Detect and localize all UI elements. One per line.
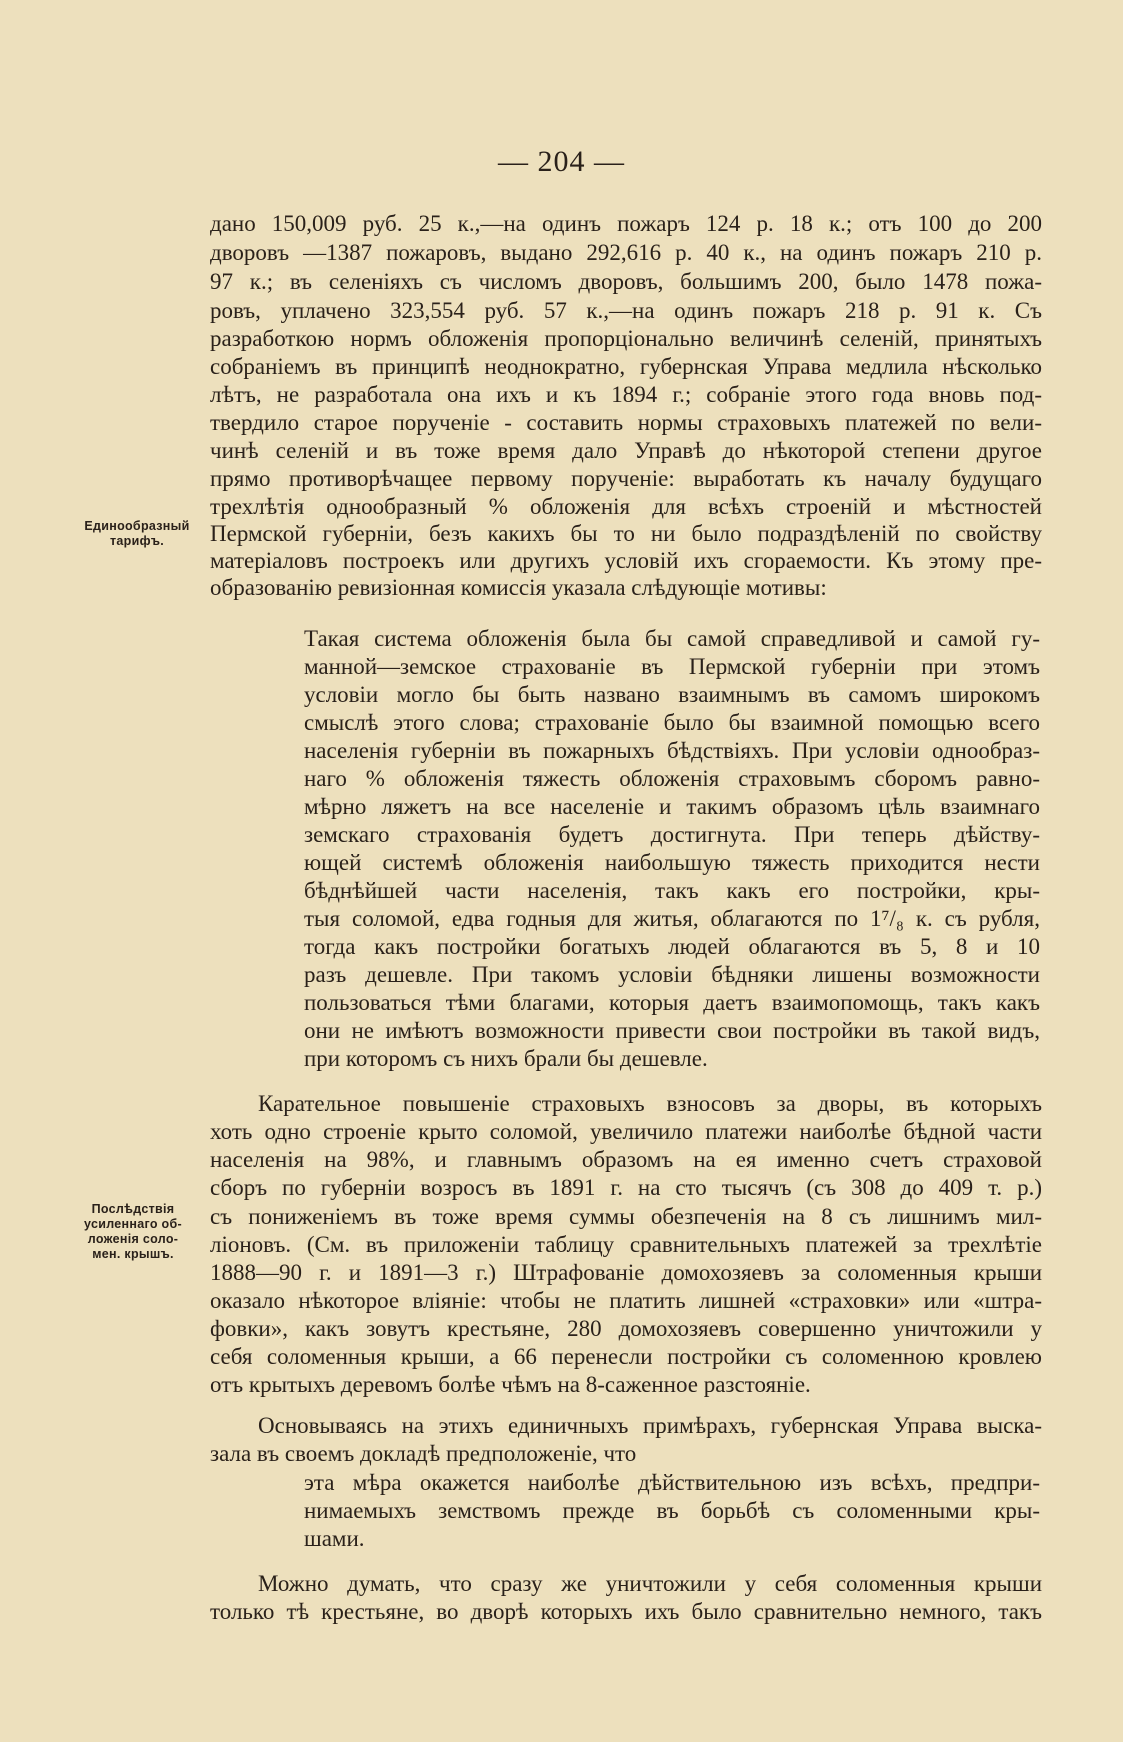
text-line: мѣрно ляжетъ на все населеніе и такимъ образомъ цѣль взаимнаго (304, 794, 1040, 819)
text-line: только тѣ крестьяне, во дворѣ которыхъ ихъ было сравнительно немного, такъ (210, 1599, 1042, 1624)
text-line: отъ крытыхъ деревомъ болѣе чѣмъ на 8-саженное разстояніе. (210, 1372, 811, 1397)
text-line: Такая система обложенія была бы самой справедливой и самой гу- (304, 626, 1040, 651)
text-line: разъ дешевле. При такомъ условіи бѣдняки лишены возможности (304, 962, 1040, 987)
text-line: образованію ревизіонная комиссія указала слѣдующіе мотивы: (210, 575, 827, 600)
text-line: населенія губерніи въ пожарныхъ бѣдствіяхъ. При условіи однообраз- (304, 738, 1040, 763)
text-line: ровъ, уплачено 323,554 руб. 57 к.,—на одинъ пожаръ 218 р. 91 к. Съ (210, 298, 1042, 323)
text-line: эта мѣра окажется наиболѣе дѣйствительною изъ всѣхъ, предпри- (304, 1470, 1040, 1495)
text-line: ющей системѣ обложенія наибольшую тяжесть приходится нести (304, 850, 1040, 875)
text-line: наго % обложенія тяжесть обложенія страховымъ сборомъ равно- (304, 766, 1040, 791)
text-line: манной—земское страхованіе въ Пермской губерніи при этомъ (304, 654, 1040, 679)
text-line: сборъ по губерніи возросъ въ 1891 г. на сто тысячъ (съ 308 до 409 т. р.) (210, 1175, 1042, 1200)
text-line: хоть одно строеніе крыто соломой, увеличило платежи наиболѣе бѣдной части (210, 1119, 1042, 1144)
text-line: зала въ своемъ докладѣ предположеніе, что (210, 1441, 637, 1466)
text-line: собраніемъ въ принципѣ неоднократно, губернская Управа медлила нѣсколько (210, 354, 1042, 379)
text-line: Можно думать, что сразу же уничтожили у себя соломенныя крыши (258, 1571, 1042, 1596)
text-line: населенія на 98%, и главнымъ образомъ на ея именно счетъ страховой (210, 1147, 1042, 1172)
text-line: нимаемыхъ земствомъ прежде въ борьбѣ съ соломенными кры- (304, 1498, 1040, 1523)
text-line: тыя соломой, едва годныя для житья, облагаются по 1⁷/₈ к. съ рубля, (304, 906, 1040, 931)
text-line: дворовъ —1387 пожаровъ, выдано 292,616 р. 40 к., на одинъ пожаръ 210 р. (210, 240, 1042, 265)
text-line: земскаго страхованія будетъ достигнута. При теперь дѣйству- (304, 822, 1040, 847)
text-line: 97 к.; въ селеніяхъ съ числомъ дворовъ, большимъ 200, было 1478 пожа- (210, 269, 1042, 294)
text-line: тогда какъ постройки богатыхъ людей облагаются въ 5, 8 и 10 (304, 934, 1040, 959)
margin-note-line: Послѣдствія (91, 1202, 175, 1216)
text-line: при которомъ съ нихъ брали бы дешевле. (304, 1046, 708, 1071)
text-line: лѣтъ, не разработала она ихъ и къ 1894 г.; собраніе этого года вновь под- (210, 382, 1042, 407)
text-line: разработкою нормъ обложенія пропорціонально величинѣ селеній, принятыхъ (210, 326, 1042, 351)
text-line: твердило старое порученіе - составить нормы страховыхъ платежей по вели- (210, 410, 1042, 435)
text-line: Основываясь на этихъ единичныхъ примѣрахъ, губернская Управа выска- (258, 1413, 1042, 1438)
page-number: — 204 — (498, 145, 625, 178)
text-line: трехлѣтія однообразный % обложенія для всѣхъ строеній и мѣстностей (210, 494, 1042, 519)
text-line: чинѣ селеній и въ тоже время дало Управѣ до нѣкоторой степени другое (210, 438, 1042, 463)
text-line: фовки», какъ зовутъ крестьяне, 280 домохозяевъ совершенно уничтожили у (210, 1316, 1042, 1341)
text-line: бѣднѣйшей части населенія, такъ какъ его постройки, кры- (304, 878, 1040, 903)
text-line: шами. (304, 1526, 365, 1551)
margin-note-line: тарифъ. (109, 534, 165, 548)
text-line: ліоновъ. (См. въ приложеніи таблицу сравнительныхъ платежей за трехлѣтіе (210, 1232, 1042, 1257)
margin-note-line: ложенія соло- (87, 1232, 179, 1246)
margin-note-tariff (66, 519, 208, 549)
text-line: себя соломенныя крыши, а 66 перенесли постройки съ соломенною кровлею (210, 1344, 1042, 1369)
text-line: дано 150,009 руб. 25 к.,—на одинъ пожаръ 124 р. 18 к.; отъ 100 до 200 (210, 211, 1042, 236)
text-line: матеріаловъ построекъ или другихъ условій ихъ сгораемости. Къ этому пре- (210, 548, 1042, 573)
text-line: прямо противорѣчащее первому порученіе: выработать къ началу будущаго (210, 466, 1042, 491)
text-line: съ пониженіемъ въ тоже время суммы обезпеченія на 8 съ лишнимъ мил- (210, 1204, 1042, 1229)
margin-note-line: мен. крышъ. (92, 1247, 174, 1261)
text-line: Карательное повышеніе страховыхъ взносовъ за дворы, въ которыхъ (258, 1091, 1042, 1116)
text-line: оказало нѣкоторое вліяніе: чтобы не платить лишней «страховки» или «штра- (210, 1288, 1042, 1313)
text-line: 1888—90 г. и 1891—3 г.) Штрафованіе домохозяевъ за соломенныя крыши (210, 1260, 1042, 1285)
text-line: условіи могло бы быть названо взаимнымъ въ самомъ широкомъ (304, 682, 1040, 707)
text-line: они не имѣютъ возможности привести свои постройки въ такой видъ, (304, 1018, 1040, 1043)
margin-note-consequences (68, 1202, 198, 1262)
margin-note-line: усиленнаго об- (84, 1217, 182, 1231)
margin-note-line: Единообразный (84, 519, 190, 533)
text-line: пользоваться тѣми благами, которыя даетъ взаимопомощь, такъ какъ (304, 990, 1040, 1015)
text-line: смыслѣ этого слова; страхованіе было бы взаимной помощью всего (304, 710, 1040, 735)
text-line: Пермской губерніи, безъ какихъ бы то ни было подраздѣленій по свойству (210, 521, 1042, 546)
